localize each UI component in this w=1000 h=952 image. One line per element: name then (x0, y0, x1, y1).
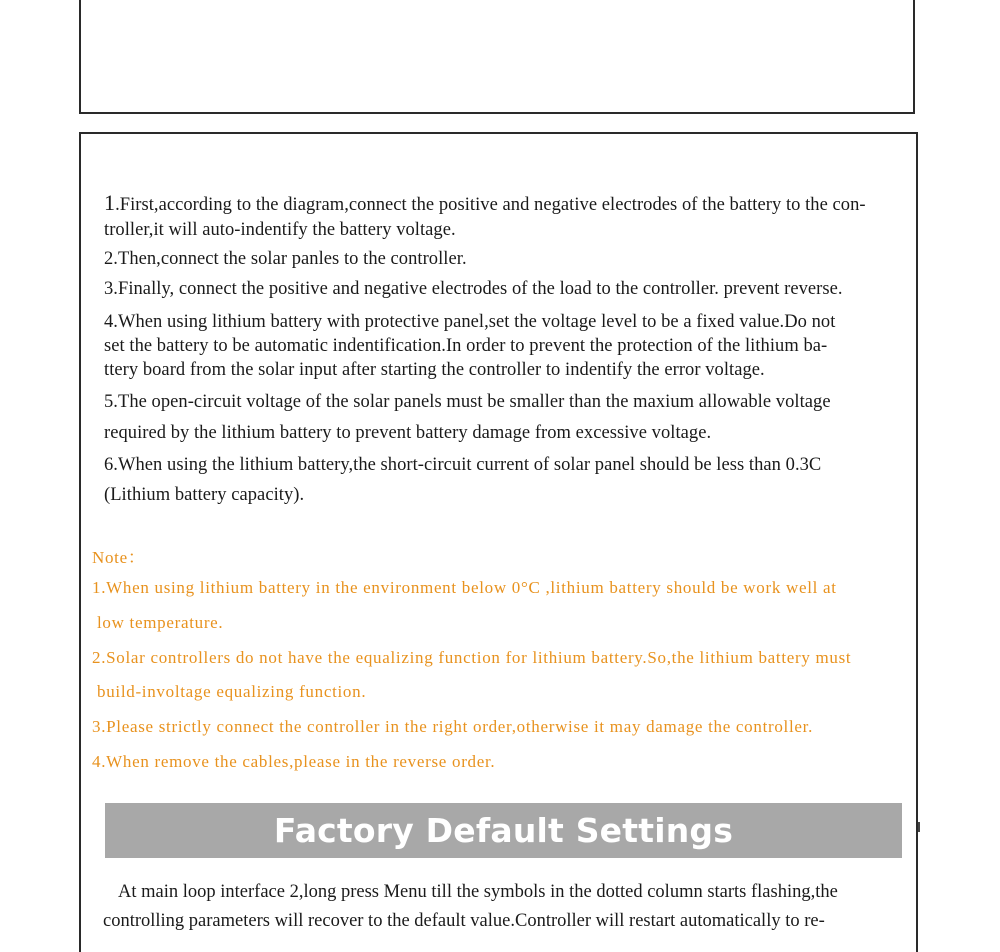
instruction-line-5b: required by the lithium battery to prevent battery damage from excessive voltage. (104, 423, 712, 443)
factory-default-text-2: controlling parameters will recover to the default value.Controller will restart automatically to re- (103, 911, 825, 931)
instruction-line-6b: (Lithium battery capacity). (104, 485, 305, 505)
instruction-line-1b: troller,it will auto-indentify the battery voltage. (104, 220, 456, 240)
instruction-line-5a: 5.The open-circuit voltage of the solar panels must be smaller than the maxium allowable voltage (104, 392, 831, 412)
instruction-line-4b: set the battery to be automatic indentification.In order to prevent the protection of the lithium ba- (104, 336, 828, 356)
instruction-line-4a: 4.When using lithium battery with protective panel,set the voltage level to be a fixed value.Do not (104, 312, 836, 332)
instruction-line-4c: ttery board from the solar input after starting the controller to indentify the error voltage. (104, 360, 765, 380)
factory-default-title: Factory Default Settings (273, 811, 734, 850)
note-item-4: 4.When remove the cables,please in the reverse order. (92, 752, 496, 771)
instruction-line-1 (104, 190, 866, 216)
top-frame-box (79, 0, 915, 114)
instruction-number: 1 (104, 190, 116, 215)
factory-default-banner (105, 803, 902, 858)
instruction-text: .First,according to the diagram,connect the positive and negative electrodes of the battery to the con- (115, 195, 866, 215)
instruction-line-2: 2.Then,connect the solar panles to the controller. (104, 249, 467, 269)
note-heading: Note： (92, 548, 146, 567)
instruction-line-3: 3.Finally, connect the positive and negative electrodes of the load to the controller. prevent reverse. (104, 279, 843, 299)
note-item-2a: 2.Solar controllers do not have the equalizing function for lithium battery.So,the lithium battery must (92, 648, 852, 667)
note-item-1a: 1.When using lithium battery in the environment below 0°C ,lithium battery should be work well at (92, 578, 837, 597)
factory-default-text-1: At main loop interface 2,long press Menu till the symbols in the dotted column starts flashing,the (118, 882, 838, 902)
note-item-3: 3.Please strictly connect the controller in the right order,otherwise it may damage the controller. (92, 717, 814, 736)
note-item-2b: build-involtage equalizing function. (97, 682, 367, 701)
note-item-1b: low temperature. (97, 613, 224, 632)
edge-tick-mark (918, 822, 920, 832)
instruction-line-6a: 6.When using the lithium battery,the short-circuit current of solar panel should be less than 0.3C (104, 455, 822, 475)
